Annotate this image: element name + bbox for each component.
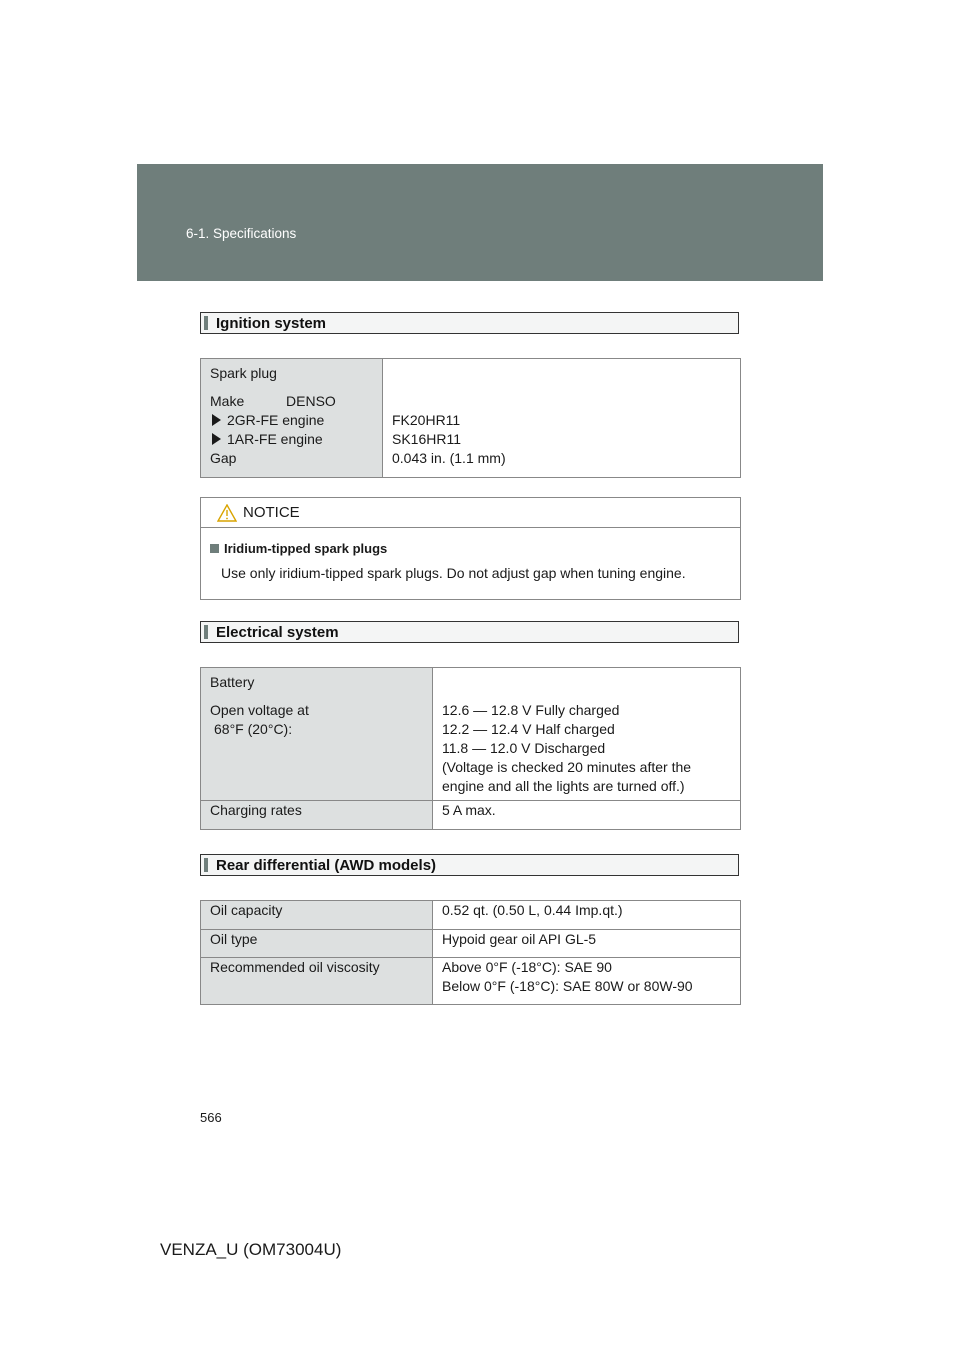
table-cell-label — [201, 668, 433, 801]
oil-type-label: Oil type — [201, 930, 433, 958]
charging-value: 5 A max. — [433, 801, 741, 830]
section-title: Rear differential (AWD models) — [216, 857, 437, 874]
make-row — [210, 392, 373, 411]
footer-doc-id: VENZA_U (OM73004U) — [160, 1240, 342, 1259]
viscosity-label: Recommended oil viscosity — [201, 958, 433, 1005]
make-value: DENSO — [286, 393, 336, 409]
notice-title: NOTICE — [243, 504, 300, 521]
notice-header — [201, 498, 740, 528]
engine2-value: SK16HR11 — [392, 431, 462, 447]
arrow-right-icon — [212, 414, 221, 426]
oil-capacity-value: 0.52 qt. (0.50 L, 0.44 Imp.qt.) — [433, 901, 741, 930]
viscosity-above: Above 0°F (-18°C): SAE 90 — [442, 959, 612, 975]
page-number: 566 — [200, 1110, 222, 1125]
battery-label: Battery — [210, 674, 255, 690]
engine1-value: FK20HR11 — [392, 412, 461, 428]
open-voltage-label-1: Open voltage at — [210, 702, 309, 718]
section-header-electrical — [200, 621, 739, 643]
voltage-note-1: (Voltage is checked 20 minutes after the — [442, 759, 692, 775]
make-label: Make — [210, 393, 245, 409]
electrical-table — [200, 667, 741, 830]
voltage-discharged: 11.8 — 12.0 V Discharged — [442, 740, 606, 756]
section-header-rear-differential — [200, 854, 739, 876]
engine2-row — [210, 430, 373, 449]
section-title: Electrical system — [216, 624, 339, 641]
table-row — [201, 958, 741, 1005]
engine1-row — [210, 411, 373, 430]
rear-differential-table — [200, 900, 741, 1005]
spark-plug-label: Spark plug — [210, 365, 277, 381]
warning-icon — [217, 504, 237, 522]
square-bullet-icon — [210, 544, 219, 553]
breadcrumb: 6-1. Specifications — [186, 226, 297, 241]
viscosity-value — [433, 958, 741, 1005]
table-cell-label — [201, 359, 383, 478]
table-cell-value — [383, 359, 741, 478]
voltage-half: 12.2 — 12.4 V Half charged — [442, 721, 615, 737]
table-row — [201, 901, 741, 930]
table-cell-value — [433, 668, 741, 801]
gap-value: 0.043 in. (1.1 mm) — [392, 450, 506, 466]
notice-text: Use only iridium-tipped spark plugs. Do not adjust gap when tuning engine. — [221, 565, 686, 581]
oil-type-value: Hypoid gear oil API GL-5 — [433, 930, 741, 958]
header-band — [137, 164, 823, 281]
arrow-right-icon — [212, 433, 221, 445]
oil-capacity-label: Oil capacity — [201, 901, 433, 930]
section-title: Ignition system — [216, 315, 327, 332]
table-row — [201, 801, 741, 830]
viscosity-below: Below 0°F (-18°C): SAE 80W or 80W-90 — [442, 978, 693, 994]
notice-subtitle: Iridium-tipped spark plugs — [224, 541, 388, 556]
gap-label: Gap — [210, 450, 237, 466]
open-voltage-label-2: 68°F (20°C): — [214, 721, 293, 737]
table-row — [201, 359, 741, 478]
table-row — [201, 930, 741, 958]
engine1-label: 2GR-FE engine — [227, 412, 325, 428]
section-header-ignition — [200, 312, 739, 334]
engine2-label: 1AR-FE engine — [227, 431, 323, 447]
voltage-full: 12.6 — 12.8 V Fully charged — [442, 702, 620, 718]
voltage-note-2: engine and all the lights are turned off.) — [442, 778, 685, 794]
notice-box — [200, 497, 741, 600]
table-row — [201, 668, 741, 801]
charging-label: Charging rates — [201, 801, 433, 830]
ignition-table — [200, 358, 741, 478]
notice-subtitle-row — [210, 541, 387, 556]
